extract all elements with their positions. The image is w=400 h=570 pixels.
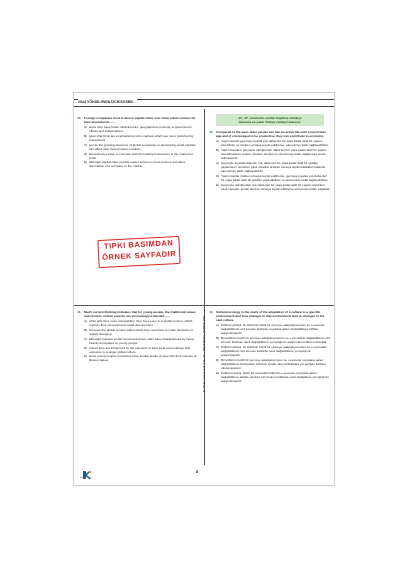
options-list <box>84 319 200 362</box>
question-stem: Cultural ecology is the study of the adaptation of a culture to a specific environment and how changes in that environment lead to changes in the said culture. <box>216 310 325 323</box>
page-number: 8 <box>196 469 199 474</box>
option-c[interactable]: C) Kültürel ekoloji, bir kültürün belirli bir çevreye adaptasyonunun ve o çevredeki değişikliklerin söz konusu kültürde nasıl değişikliklere yol açtığının araştırmasıdır. <box>216 344 327 358</box>
option-e[interactable]: E) Geçmişte olduğundan çok daha ileri bir yaşa kadar aktif bir yaşam sürebilen yaşlı insanlar, ancak üretken olmaya teşvik edilirlerse ekonomiye katkı sağlarlar. <box>216 182 331 191</box>
option-d[interactable]: D) unless they are influenced by the elements of their local surroundings with exposure to a larger global culture <box>84 345 191 354</box>
option-b[interactable]: B) Bir kültürün belirli bir çevreye adaptasyonunun ve o çevredeki değişikliklerin söz konusu kültürde nasıl değişikliklere yol açtığının araştırması kültürel ekolojidir. <box>216 336 331 345</box>
question-42 <box>209 130 331 191</box>
instruction-banner: 42 - 47. sorularda, verilen İngilizce cümleye anlamca en yakın Türkçe cümleyi bulunuz. <box>216 114 324 126</box>
question-40 <box>77 116 200 169</box>
option-c[interactable]: C) Geçmişle kıyaslandığında, çok daha ileri bir yaşa kadar aktif bir şekilde yaşamlarını sürdüren yaşlı insanlar üretken olmaya teşvik edildikleri takdirde ekonomiye katkı sağlayabilirler. <box>216 160 326 174</box>
sample-page-stamp: TIPKI BASIMDAN ÖRNEK SAYFADIR <box>97 236 180 268</box>
publisher-logo-text: Kadim Yayın <box>80 477 93 479</box>
header-title: 2024 YÖKDİL/İNGİLİZCE/SOSBİL <box>78 99 137 105</box>
options-list <box>216 139 331 191</box>
options-list <box>84 125 200 168</box>
question-43 <box>209 310 331 384</box>
option-d[interactable]: D) Yaşlı insanlar üretken olmaya teşvik edilirlerse, geçmişe kıyasla çok daha ileri bir yaşa kadar aktif bir şekilde yaşayabilirler ve ekonomiye katkı sağlayabilirler. <box>216 173 329 182</box>
question-41 <box>77 310 200 363</box>
option-b[interactable]: B) Yaşlı insanların geçmişte olduğundan daha ileri bir yaşa kadar aktif bir yaşam sürebilmesinin nedeni, üretken olmaya ve ekonomiye katkı sağlamaya teşvik edilmeleridir. <box>216 147 327 161</box>
options-list <box>216 323 331 383</box>
option-d[interactable]: D) because they have to compete with the leading businesses in the market for profit <box>84 151 194 160</box>
option-a[interactable]: A) Yaşlı insanlar geçmişe kıyasla çok daha ileri bir yaşa kadar aktif bir yaşam sürebilirler ve üretken olmaya teşvik edilirlerse, ekonomiye katkı sağlayabilirler. <box>216 139 329 148</box>
question-number: 41. <box>77 310 82 314</box>
option-a[interactable]: A) since they have better infrastructure, geographical proximity to government offices and skilled labour <box>84 125 192 134</box>
question-stem: Much current thinking indicates that for young people, the traditional values and choices of their parents are increasingly irrelevant ----. <box>84 310 196 319</box>
option-e[interactable]: E) since young people sometimes have similar points of view with their parents on shared values <box>84 354 198 363</box>
option-c[interactable]: C) although massive social movements have often been characterised by being heavily dominated by young people <box>84 336 194 345</box>
column-divider <box>204 109 205 465</box>
question-number: 40. <box>77 116 82 120</box>
option-e[interactable]: E) Kültürel ekoloji, belirli bir çevredeki kültürün o çevrede meydana gelen değişikliklere adapte olurken söz konusu kültürde nasıl değişiklere yol açtığının araştırılmasıdır. <box>216 370 329 383</box>
option-c[interactable]: C) just as the growing presence of global companies in developing world capitals can affect their local property markets <box>84 142 196 151</box>
side-publisher-text: K-Cem Levin 1 0 1 9 - K - İNDERNAL YAYINLARI <box>202 315 206 392</box>
option-e[interactable]: E) although capital cities provide easier access to food sources and allow domination of a company in the market <box>84 160 186 169</box>
exam-page <box>73 92 335 486</box>
option-a[interactable]: A) Kültürel ekoloji, bir kültürün belirli bir çevreye adaptasyonunun ve o çevrede değişikliklerin söz konusu kültürde meydana gelen değişikliklere birlikte araştırılmasıdır. <box>216 323 325 336</box>
option-b[interactable]: B) given that firms are emphasising micro-markets which are more preferred by researchers <box>84 133 194 143</box>
question-number: 42. <box>209 130 214 134</box>
publisher-logo-icon <box>82 467 92 477</box>
question-stem: Foreign companies tend to favour capital cities over other urban centres for their investments ----. <box>84 116 196 125</box>
question-number: 43. <box>209 310 214 314</box>
option-d[interactable]: D) Bir kültürün belirli bir çevreye adaptasyonunu ve o çevrede meydana gelen değişikliklerin bahsedilen kültürün içinde nasıl farklılıklara yol açtığını kültürel ekoloji araştırır. <box>216 357 326 370</box>
option-b[interactable]: B) because the global context within which they now have to make decisions is rapidly changing <box>84 327 193 337</box>
row-divider <box>74 305 334 306</box>
option-a[interactable]: A) while girls face more vulnerability, then boys even in a global context, which restricts their personal and social development <box>84 319 193 328</box>
question-stem: Compared to the past, older people can live an active life until a much later age and, if encouraged to be productive, they can contribute to economy. <box>216 130 327 139</box>
